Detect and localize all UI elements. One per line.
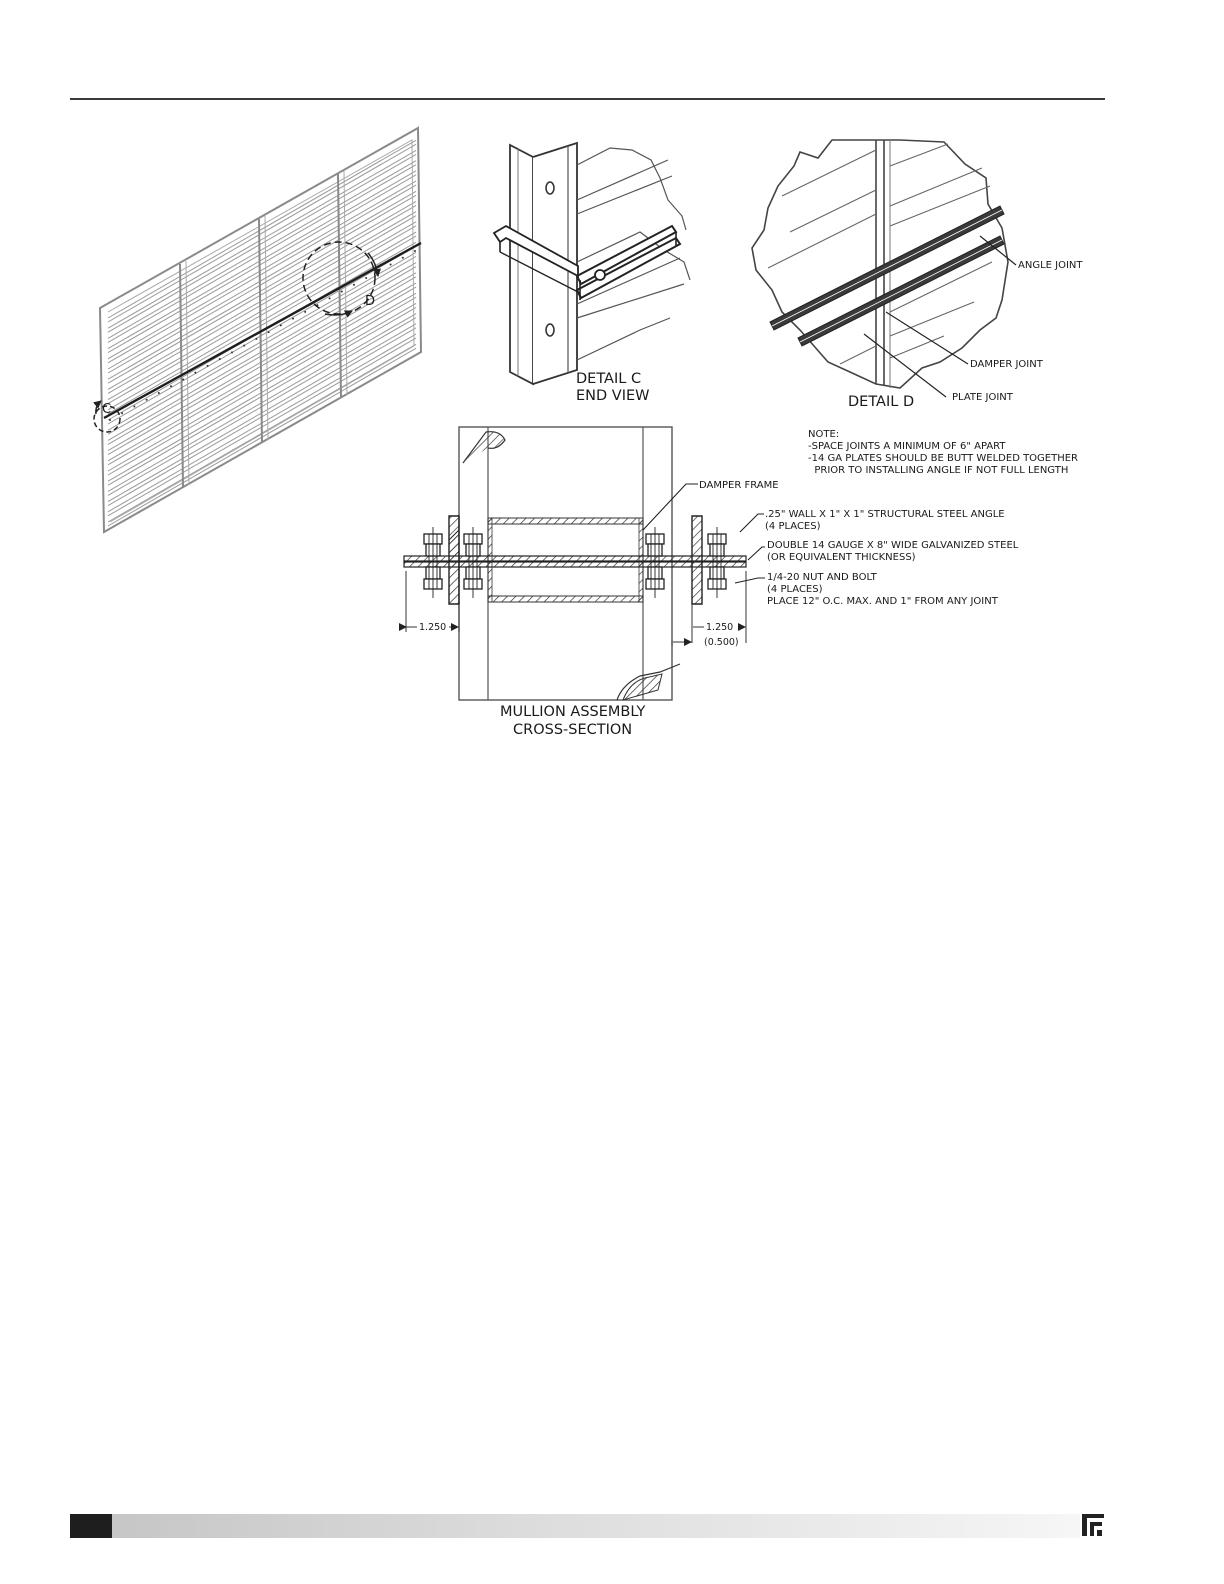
- rivet: [414, 250, 416, 252]
- bolt-label-line3: PLACE 12" O.C. MAX. AND 1" FROM ANY JOINT: [767, 596, 998, 607]
- company-logo-icon: [1078, 1510, 1108, 1540]
- rivet: [146, 399, 148, 401]
- louver-blade: [108, 185, 416, 363]
- dimension-right: 1.250: [706, 622, 734, 633]
- footer-bar: [70, 1514, 1080, 1538]
- louver-blade: [108, 171, 416, 349]
- damper-joint-label: DAMPER JOINT: [970, 359, 1043, 370]
- dimension-right-ref: (0.500): [704, 637, 739, 648]
- plate-joint-label: PLATE JOINT: [952, 392, 1013, 403]
- angle-label-line2: (4 PLACES): [765, 521, 821, 532]
- rivet: [268, 331, 270, 333]
- rivet: [219, 358, 221, 360]
- detail-c-title-line1: DETAIL C: [576, 371, 642, 387]
- rivet: [390, 264, 392, 266]
- louver-blade: [108, 201, 416, 379]
- angle-joint-label: ANGLE JOINT: [1018, 260, 1083, 271]
- rivet: [255, 338, 257, 340]
- note-block: [808, 429, 1078, 476]
- rivet: [182, 378, 184, 380]
- louver-blade: [108, 175, 416, 353]
- rivet: [341, 291, 343, 293]
- rivet: [121, 412, 123, 414]
- rivet: [109, 419, 111, 421]
- note-heading: NOTE:: [808, 429, 840, 440]
- rivet: [133, 405, 135, 407]
- rivet: [292, 318, 294, 320]
- note-line: PRIOR TO INSTALLING ANGLE IF NOT FULL LENGTH: [808, 465, 1069, 476]
- louver-blade: [108, 161, 416, 339]
- angle-label-line1: .25" WALL X 1" X 1" STRUCTURAL STEEL ANGLE: [765, 509, 1005, 520]
- louver-blade: [108, 195, 416, 373]
- rivet: [170, 385, 172, 387]
- plate-label-line2: (OR EQUIVALENT THICKNESS): [767, 552, 916, 563]
- callout-c-label: C: [102, 402, 112, 417]
- rivet: [402, 257, 404, 259]
- mullion-title-line1: MULLION ASSEMBLY: [500, 704, 646, 720]
- rivet: [329, 297, 331, 299]
- rivet: [207, 365, 209, 367]
- rivet: [304, 311, 306, 313]
- rivet: [365, 277, 367, 279]
- louver-blade: [108, 191, 416, 369]
- rivet: [243, 345, 245, 347]
- detail-c-end-view: [494, 143, 690, 404]
- callout-d-label: D: [365, 294, 376, 309]
- louver-blade: [108, 140, 416, 318]
- detail-c-title-line2: END VIEW: [576, 388, 650, 404]
- damper-frame-label: DAMPER FRAME: [699, 480, 779, 491]
- footer-page-block: [70, 1514, 112, 1538]
- bolt-label-line1: 1/4-20 NUT AND BOLT: [767, 572, 877, 583]
- plate-label-line1: DOUBLE 14 GAUGE X 8" WIDE GALVANIZED STEEL: [767, 540, 1019, 551]
- detail-d-view: [752, 140, 1083, 410]
- isometric-damper-view: [94, 128, 421, 532]
- bolt-label-line2: (4 PLACES): [767, 584, 823, 595]
- detail-d-title: DETAIL D: [848, 394, 915, 410]
- louver-blade: [108, 165, 416, 343]
- note-line: -14 GA PLATES SHOULD BE BUTT WELDED TOGETHER: [808, 453, 1079, 464]
- rivet: [231, 351, 233, 353]
- rivet: [280, 324, 282, 326]
- note-line: -SPACE JOINTS A MINIMUM OF 6" APART: [808, 441, 1006, 452]
- mullion-title-line2: CROSS-SECTION: [513, 722, 633, 738]
- dimension-left: 1.250: [419, 622, 447, 633]
- rivet: [158, 392, 160, 394]
- rivet: [194, 372, 196, 374]
- rivet: [353, 284, 355, 286]
